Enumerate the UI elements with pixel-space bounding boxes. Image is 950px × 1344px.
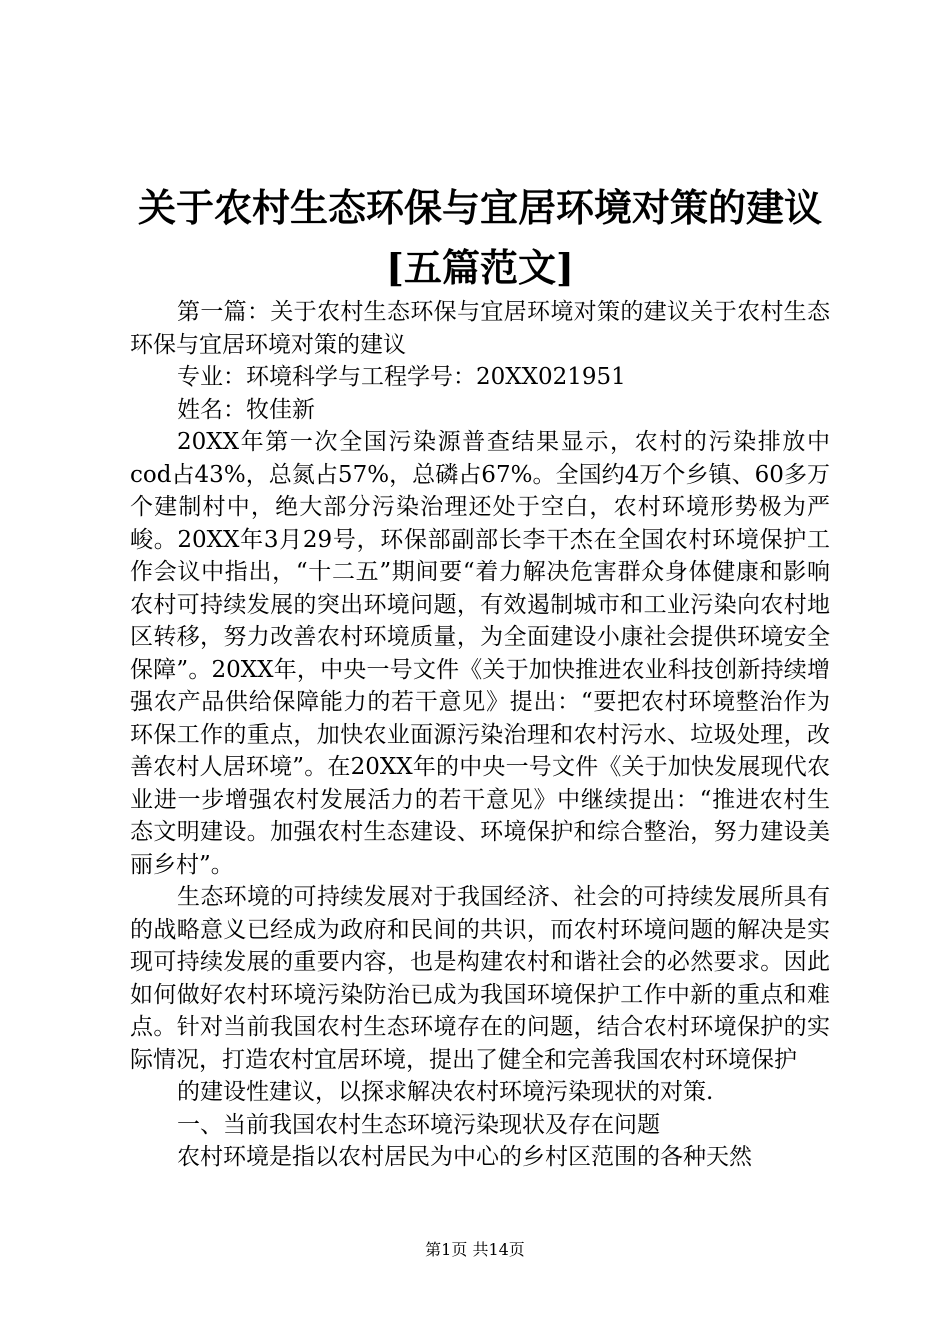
page-number: 第1页 共14页 — [425, 1240, 525, 1259]
paragraph: 农村环境是指以农村居民为中心的乡村区范围的各种天然 — [177, 1144, 752, 1170]
paragraph: 的建设性建议，以探求解决农村环境污染现状的对策. — [177, 1079, 714, 1105]
document-title: 关于农村生态环保与宜居环境对策的建议[五篇范文] — [137, 185, 822, 290]
paragraph: 专业：环境科学与工程学号：20XX021951 — [177, 364, 626, 390]
document-body — [130, 296, 830, 1174]
paragraph: 第一篇：关于农村生态环保与宜居环境对策的建议关于农村生态环保与宜居环境对策的建议 — [130, 299, 830, 358]
paragraph: 20XX年第一次全国污染源普查结果显示，农村的污染排放中cod占43%，总氮占57%，总磷占67%。全国约4万个乡镇、60多万个建制村中，绝大部分污染治理还处于空白，农村环境形势极为严峻。20XX年3月29号，环保部副部长李干杰在全国农村环境保护工作会议中指出，“十二五”期间要“着力解决危害群众身体健康和影响农村可持续发展的突出环境问题，有效遏制城市和工业污染向农村地区转移，努力改善农村环境质量，为全面建设小康社会提供环境安全保障”。20XX年，中央一号文件《关于加快推进农业科技创新持续增强农产品供给保障能力的若干意见》提出：“要把农村环境整治作为环保工作的重点，加快农业面源污染治理和农村污水、垃圾处理，改善农村人居环境”。在20XX年的中央一号文件《关于加快发展现代农业进一步增强农村发展活力的若干意见》中继续提出：“推进农村生态文明建设。加强农村生态建设、环境保护和综合整治，努力建设美丽乡村”。 — [130, 429, 830, 878]
paragraph: 生态环境的可持续发展对于我国经济、社会的可持续发展所具有的战略意义已经成为政府和民间的共识，而农村环境问题的解决是实现可持续发展的重要内容，也是构建农村和谐社会的必然要求。因此如何做好农村环境污染防治已成为我国环境保护工作中新的重点和难点。针对当前我国农村生态环境存在的问题，结合农村环境保护的实际情况，打造农村宜居环境，提出了健全和完善我国农村环境保护 — [130, 884, 830, 1073]
section-heading: 一、当前我国农村生态环境污染现状及存在问题 — [177, 1111, 660, 1138]
paragraph: 姓名：牧佳新 — [177, 396, 315, 423]
